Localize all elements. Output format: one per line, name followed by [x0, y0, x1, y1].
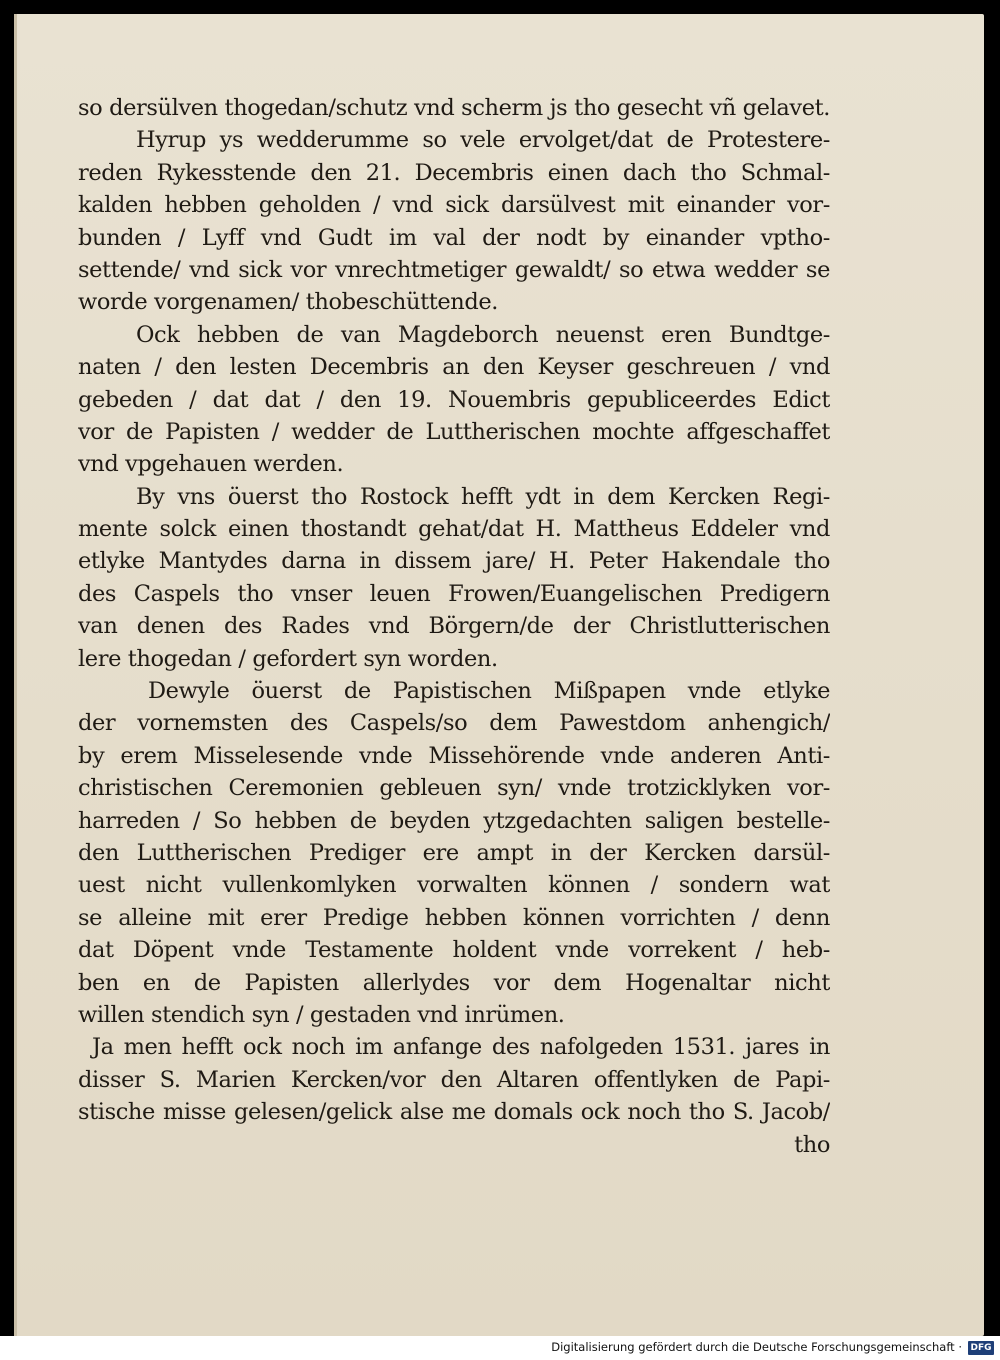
text-line: mente solck einen thostandt gehat/dat H. Mattheus Eddeler vnd [78, 516, 830, 543]
text-line: Hyrup ys wedderumme so vele ervolget/dat de Protestere- [136, 127, 830, 154]
text-line: bunden / Lyff vnd Gudt im val der nodt by einander vptho- [78, 224, 830, 251]
text-line: so dersülven thogedan/schutz vnd scherm js tho gesecht vñ gelavet. [78, 95, 830, 121]
text-line: vor de Papisten / wedder de Luttherischen mochte affgeschaffet [78, 418, 830, 445]
text-line: van denen des Rades vnd Börgern/de der Christlutterischen [78, 613, 830, 640]
text-line: By vns öuerst tho Rostock hefft ydt in dem Kercken Regi- [136, 483, 830, 510]
text-line: etlyke Mantydes darna in dissem jare/ H. Peter Hakendale tho [78, 548, 830, 575]
text-line: Ock hebben de van Magdeborch neuenst eren Bundtge- [136, 321, 830, 348]
catchword: tho [794, 1131, 830, 1158]
text-line: dat Döpent vnde Testamente holdent vnde vorrekent / heb- [78, 937, 830, 964]
text-line: worde vorgenamen/ thobeschüttende. [78, 289, 499, 316]
text-line: kalden hebben geholden / vnd sick darsülvest mit einander vor- [78, 192, 830, 219]
text-line: den Luttherischen Prediger ere ampt in der Kercken darsül- [78, 839, 830, 866]
text-line: stische misse gelesen/gelick alse me domals ock noch tho S. Jacob/ [78, 1099, 830, 1126]
text-line: gebeden / dat dat / den 19. Nouembris gepubliceerdes Edict [78, 386, 830, 413]
text-line: harreden / So hebben de beyden ytzgedachten saligen bestelle- [78, 807, 830, 834]
text-line: settende/ vnd sick vor vnrechtmetiger gewaldt/ so etwa wedder se [78, 256, 830, 283]
text-line: by erem Misselesende vnde Missehörende vnde anderen Anti- [78, 742, 830, 769]
dfg-logo-icon: DFG [968, 1341, 994, 1355]
text-line: naten / den lesten Decembris an den Keyser geschreuen / vnd [78, 354, 830, 381]
text-line: uest nicht vullenkomlyken vorwalten können / sondern wat [78, 872, 830, 899]
text-line: willen stendich syn / gestaden vnd inrümen. [78, 1001, 565, 1028]
book-page [14, 14, 984, 1336]
text-line: vnd vpgehauen werden. [78, 451, 344, 478]
text-line: se alleine mit erer Predige hebben können vorrichten / denn [78, 904, 830, 931]
text-line: lere thogedan / gefordert syn worden. [78, 645, 498, 672]
text-line: disser S. Marien Kercken/vor den Altaren offentlyken de Papi- [78, 1066, 830, 1093]
funding-note: Digitalisierung gefördert durch die Deutsche Forschungsgemeinschaft · [551, 1340, 962, 1354]
text-line: Ja men hefft ock noch im anfange des nafolgeden 1531. jares in [92, 1034, 830, 1061]
text-line: des Caspels tho vnser leuen Frowen/Euangelischen Predigern [78, 580, 830, 607]
text-line: reden Rykesstende den 21. Decembris einen dach tho Schmal- [78, 159, 830, 186]
page-text [78, 92, 830, 1161]
text-line: Dewyle öuerst de Papistischen Mißpapen vnde etlyke [148, 678, 830, 705]
text-line: christischen Ceremonien gebleuen syn/ vnde trotzicklyken vor- [78, 775, 830, 802]
funding-footer [0, 1336, 1000, 1360]
text-line: ben en de Papisten allerlydes vor dem Hogenaltar nicht [78, 969, 830, 996]
text-line: der vornemsten des Caspels/so dem Pawestdom anhengich/ [78, 710, 830, 737]
